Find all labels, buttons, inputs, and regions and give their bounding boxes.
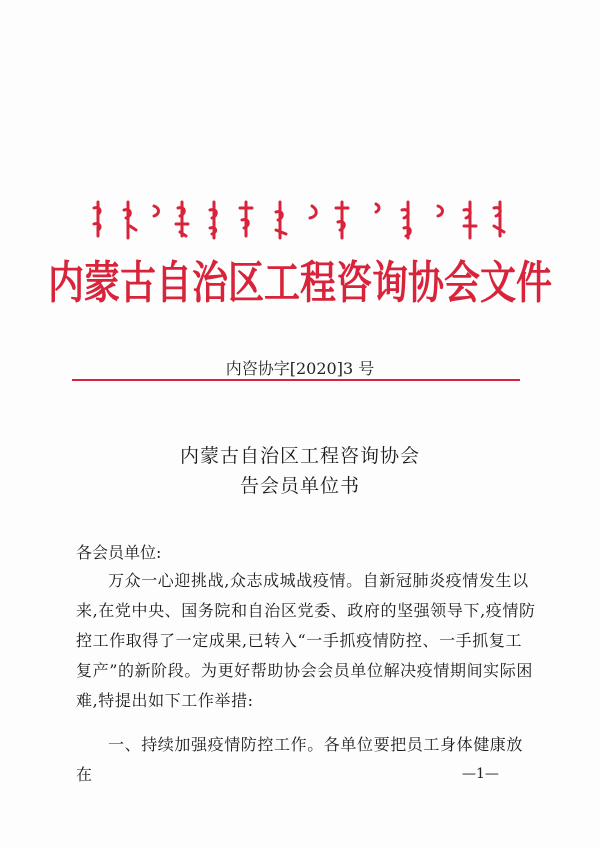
main-title-line-2: 告会员单位书 bbox=[239, 475, 360, 497]
body-paragraph-1: 万众一心迎挑战,众志成城战疫情。自新冠肺炎疫情发生以来,在党中央、国务院和自治区党委、政府的坚强领导下,疫情防控工作取得了一定成果,已转入“一手抓疫情防控、一手抓复工复产”的新阶段。为更好帮助协会会员单位解决疫情期间实际困难,特提出如下工作举措: bbox=[76, 571, 536, 710]
body-paragraph-2: 一、持续加强疫情防控工作。各单位要把员工身体健康放在 bbox=[76, 735, 524, 784]
main-title-line-1: 内蒙古自治区工程咨询协会 bbox=[179, 445, 420, 467]
document-issuer-title: 内蒙古自治区工程咨询协会文件 bbox=[47, 258, 552, 310]
document-number: 内咨协字[2020]3 号 bbox=[225, 359, 375, 378]
mongolian-title-logo bbox=[90, 196, 510, 246]
mongolian-script-graphic bbox=[90, 196, 510, 246]
red-divider-line bbox=[72, 379, 520, 381]
page-number: —1— bbox=[462, 766, 499, 782]
salutation: 各会员单位: bbox=[76, 543, 162, 562]
